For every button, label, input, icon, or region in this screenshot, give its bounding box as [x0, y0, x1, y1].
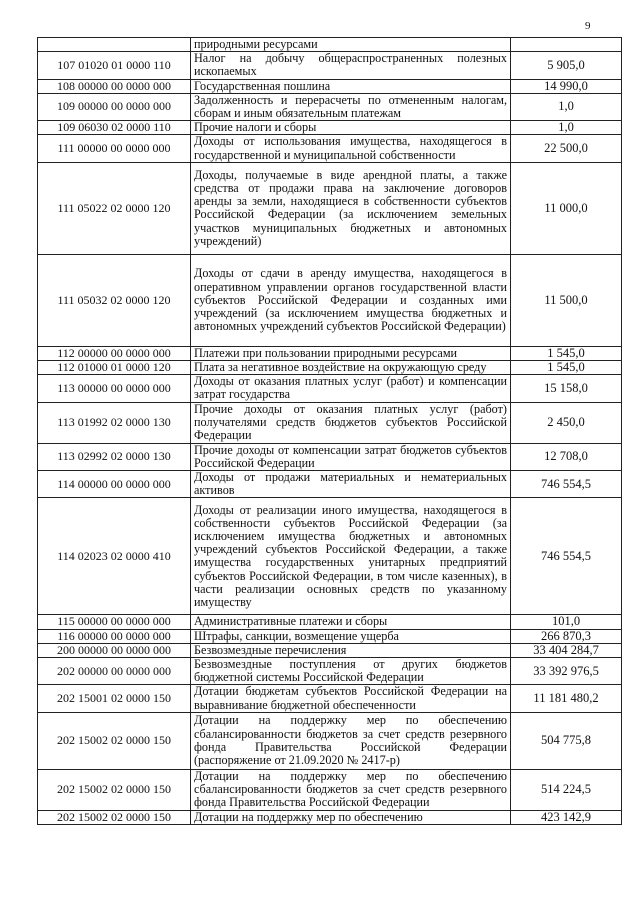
amount-cell: 14 990,0: [511, 79, 622, 93]
budget-code-cell: 202 00000 00 0000 000: [38, 658, 191, 685]
revenue-name-cell: Платежи при пользовании природными ресурсами: [191, 346, 511, 360]
amount-cell: 1 545,0: [511, 361, 622, 375]
amount-cell: 11 500,0: [511, 254, 622, 346]
revenue-name-cell: Доходы от оказания платных услуг (работ) и компенсации затрат государства: [191, 375, 511, 402]
revenue-name-cell: Штрафы, санкции, возмещение ущерба: [191, 629, 511, 643]
revenue-name-cell: Доходы, получаемые в виде арендной платы, а также средства от продажи права на заключение договоров аренды за земли, находящиеся в собственности субъектов Российской Федерации (за исключением земельных участков муниципальных бюджетных и автономных учреждений): [191, 162, 511, 254]
amount-cell: 33 392 976,5: [511, 658, 622, 685]
amount-cell: 11 181 480,2: [511, 685, 622, 712]
budget-code-cell: 113 02992 02 0000 130: [38, 443, 191, 470]
budget-code-cell: 112 00000 00 0000 000: [38, 346, 191, 360]
budget-code-cell: 202 15002 02 0000 150: [38, 712, 191, 769]
amount-cell: 423 142,9: [511, 810, 622, 824]
revenue-name-cell: Безвозмездные перечисления: [191, 643, 511, 657]
revenue-name-cell: Прочие доходы от компенсации затрат бюджетов субъектов Российской Федерации: [191, 443, 511, 470]
table-row: [38, 346, 622, 360]
revenue-name-cell: Дотации на поддержку мер по обеспечению сбалансированности бюджетов за счет средств резервного фонда Правительства Российской Федерации (распоряжение от 21.09.2020 № 2417-р): [191, 712, 511, 769]
budget-code-cell: 115 00000 00 0000 000: [38, 615, 191, 629]
budget-code-cell: 112 01000 01 0000 120: [38, 361, 191, 375]
table-row: [38, 375, 622, 402]
table-row: [38, 52, 622, 79]
amount-cell: 101,0: [511, 615, 622, 629]
revenue-name-cell: Государственная пошлина: [191, 79, 511, 93]
amount-cell: 1,0: [511, 121, 622, 135]
budget-code-cell: 113 00000 00 0000 000: [38, 375, 191, 402]
revenue-name-cell: Дотации на поддержку мер по обеспечению: [191, 810, 511, 824]
budget-code-cell: 200 00000 00 0000 000: [38, 643, 191, 657]
budget-code-cell: 113 01992 02 0000 130: [38, 402, 191, 443]
amount-cell: [511, 38, 622, 52]
budget-code-cell: 114 02023 02 0000 410: [38, 498, 191, 615]
amount-cell: 22 500,0: [511, 135, 622, 162]
table-row: [38, 629, 622, 643]
revenue-name-cell: Административные платежи и сборы: [191, 615, 511, 629]
amount-cell: 5 905,0: [511, 52, 622, 79]
table-row: [38, 658, 622, 685]
budget-code-cell: 202 15002 02 0000 150: [38, 769, 191, 810]
revenue-name-cell: Дотации бюджетам субъектов Российской Федерации на выравнивание бюджетной обеспеченности: [191, 685, 511, 712]
amount-cell: 746 554,5: [511, 498, 622, 615]
budget-code-cell: 202 15002 02 0000 150: [38, 810, 191, 824]
table-row: [38, 121, 622, 135]
table-row: [38, 93, 622, 120]
amount-cell: 1 545,0: [511, 346, 622, 360]
budget-code-cell: 114 00000 00 0000 000: [38, 471, 191, 498]
budget-code-cell: 109 00000 00 0000 000: [38, 93, 191, 120]
amount-cell: 33 404 284,7: [511, 643, 622, 657]
budget-code-cell: 111 05032 02 0000 120: [38, 254, 191, 346]
revenue-name-cell: Доходы от использования имущества, находящегося в государственной и муниципальной собственности: [191, 135, 511, 162]
table-row: [38, 162, 622, 254]
revenue-name-cell: Доходы от реализации иного имущества, находящегося в собственности субъектов Российской Федерации (за исключением имущества бюджетных и автономных учреждений субъектов Российской Федерации, а также имущества государственных унитарных предприятий субъектов Российской Федерации, в том числе казенных), в части реализации основных средств по указанному имуществу: [191, 498, 511, 615]
table-row: [38, 615, 622, 629]
table-row: [38, 135, 622, 162]
table-row: [38, 471, 622, 498]
table-row: [38, 643, 622, 657]
budget-code-cell: 116 00000 00 0000 000: [38, 629, 191, 643]
budget-code-cell: 107 01020 01 0000 110: [38, 52, 191, 79]
budget-code-cell: 109 06030 02 0000 110: [38, 121, 191, 135]
table-row: [38, 443, 622, 470]
revenue-name-cell: Дотации на поддержку мер по обеспечению сбалансированности бюджетов за счет средств резервного фонда Правительства Российской Федерации: [191, 769, 511, 810]
revenue-name-cell: природными ресурсами: [191, 38, 511, 52]
page-number: 9: [585, 20, 591, 32]
revenue-name-cell: Доходы от продажи материальных и нематериальных активов: [191, 471, 511, 498]
budget-code-cell: 108 00000 00 0000 000: [38, 79, 191, 93]
table-row: [38, 498, 622, 615]
revenue-name-cell: Прочие налоги и сборы: [191, 121, 511, 135]
table-row: [38, 79, 622, 93]
revenue-name-cell: Налог на добычу общераспространенных полезных ископаемых: [191, 52, 511, 79]
amount-cell: 514 224,5: [511, 769, 622, 810]
amount-cell: 504 775,8: [511, 712, 622, 769]
amount-cell: 2 450,0: [511, 402, 622, 443]
budget-revenue-table: [37, 37, 622, 825]
amount-cell: 746 554,5: [511, 471, 622, 498]
table-row: [38, 361, 622, 375]
budget-code-cell: 202 15001 02 0000 150: [38, 685, 191, 712]
amount-cell: 15 158,0: [511, 375, 622, 402]
revenue-name-cell: Плата за негативное воздействие на окружающую среду: [191, 361, 511, 375]
table-row: [38, 810, 622, 824]
amount-cell: 266 870,3: [511, 629, 622, 643]
page-bottom-edge: [0, 896, 640, 905]
amount-cell: 1,0: [511, 93, 622, 120]
amount-cell: 12 708,0: [511, 443, 622, 470]
table-row: [38, 402, 622, 443]
budget-code-cell: [38, 38, 191, 52]
revenue-name-cell: Безвозмездные поступления от других бюджетов бюджетной системы Российской Федерации: [191, 658, 511, 685]
budget-code-cell: 111 00000 00 0000 000: [38, 135, 191, 162]
table-row: [38, 38, 622, 52]
table-row: [38, 769, 622, 810]
table-row: [38, 685, 622, 712]
amount-cell: 11 000,0: [511, 162, 622, 254]
table-row: [38, 712, 622, 769]
revenue-name-cell: Доходы от сдачи в аренду имущества, находящегося в оперативном управлении органов государственной власти субъектов Российской Федерации и созданных ими учреждений (за исключением имущества бюджетных и автономных учреждений субъектов Российской Федерации): [191, 254, 511, 346]
budget-code-cell: 111 05022 02 0000 120: [38, 162, 191, 254]
revenue-name-cell: Задолженность и перерасчеты по отмененным налогам, сборам и иным обязательным платежам: [191, 93, 511, 120]
table-row: [38, 254, 622, 346]
revenue-name-cell: Прочие доходы от оказания платных услуг (работ) получателями средств бюджетов субъектов Российской Федерации: [191, 402, 511, 443]
